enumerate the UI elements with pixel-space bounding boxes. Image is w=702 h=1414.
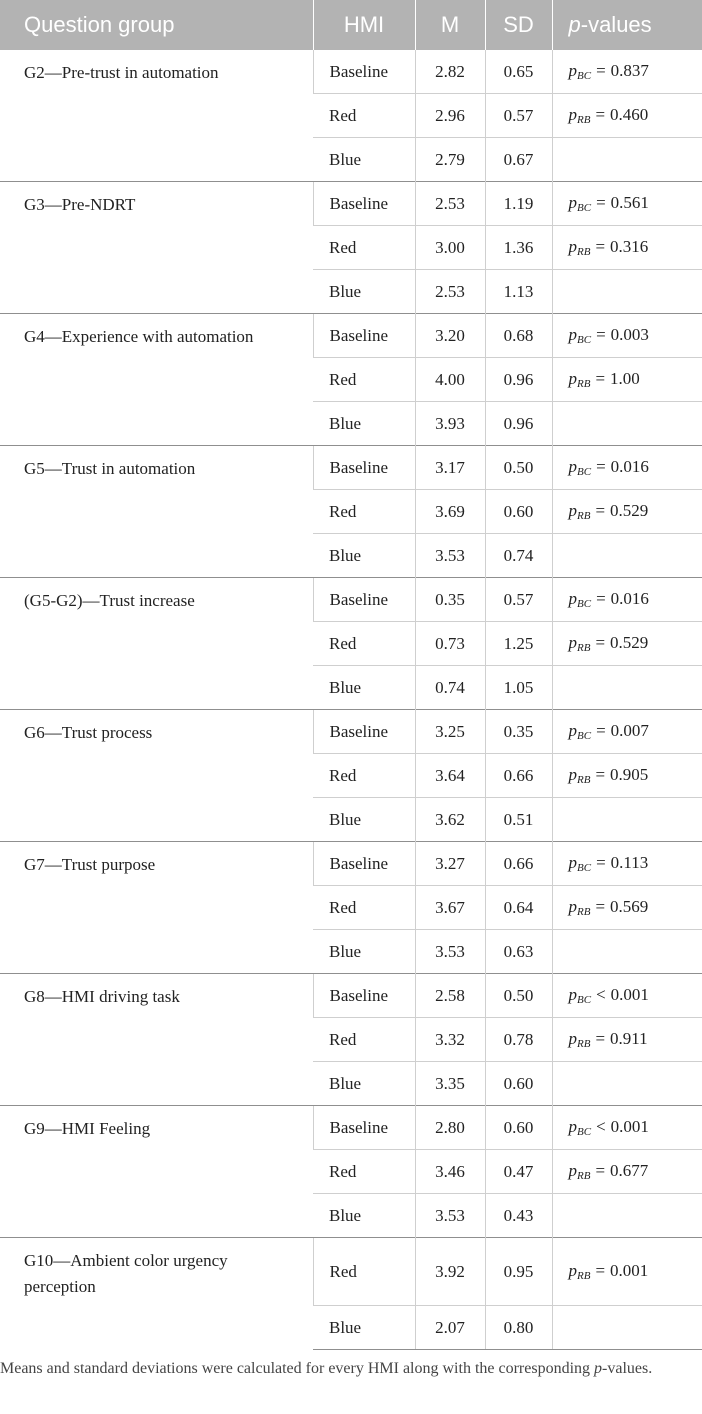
p-value: 0.001 bbox=[610, 985, 649, 1004]
mean-cell: 3.32 bbox=[415, 1018, 485, 1062]
p-value: 1.00 bbox=[610, 369, 640, 388]
p-symbol: p bbox=[568, 589, 577, 608]
p-value-cell bbox=[552, 1106, 702, 1150]
p-value-cell bbox=[552, 578, 702, 622]
p-operator: = bbox=[595, 369, 606, 388]
p-value-cell bbox=[552, 270, 702, 314]
mean-cell: 2.96 bbox=[415, 94, 485, 138]
hmi-cell: Blue bbox=[313, 930, 415, 974]
p-symbol: p bbox=[568, 985, 577, 1004]
p-symbol: p bbox=[568, 237, 577, 256]
header-p-suffix: -values bbox=[580, 12, 652, 37]
p-subscript: RB bbox=[577, 1270, 591, 1282]
sd-cell: 1.36 bbox=[485, 226, 552, 270]
hmi-cell: Blue bbox=[313, 402, 415, 446]
question-group-cell: G10—Ambient color urgency perception bbox=[0, 1238, 313, 1350]
sd-cell: 0.64 bbox=[485, 886, 552, 930]
p-value-cell bbox=[552, 1238, 702, 1306]
table-row bbox=[0, 182, 702, 226]
mean-cell: 3.93 bbox=[415, 402, 485, 446]
table-row bbox=[0, 1238, 702, 1306]
p-value: 0.529 bbox=[610, 501, 649, 520]
mean-cell: 3.25 bbox=[415, 710, 485, 754]
sd-cell: 0.50 bbox=[485, 974, 552, 1018]
mean-cell: 2.53 bbox=[415, 270, 485, 314]
sd-cell: 0.78 bbox=[485, 1018, 552, 1062]
sd-cell: 1.19 bbox=[485, 182, 552, 226]
p-subscript: BC bbox=[577, 202, 592, 214]
mean-cell: 2.80 bbox=[415, 1106, 485, 1150]
sd-cell: 0.74 bbox=[485, 534, 552, 578]
p-value-cell bbox=[552, 886, 702, 930]
p-symbol: p bbox=[568, 1029, 577, 1048]
footnote-text: Means and standard deviations were calculated for every HMI along with the corresponding bbox=[0, 1360, 595, 1377]
hmi-cell: Baseline bbox=[313, 182, 415, 226]
p-operator: = bbox=[596, 721, 606, 740]
hmi-cell: Blue bbox=[313, 1062, 415, 1106]
p-operator: < bbox=[596, 985, 606, 1004]
hmi-cell: Baseline bbox=[313, 50, 415, 94]
hmi-cell: Baseline bbox=[313, 842, 415, 886]
p-subscript: RB bbox=[577, 246, 591, 258]
p-value-cell bbox=[552, 534, 702, 578]
p-value: 0.460 bbox=[610, 105, 649, 124]
hmi-cell: Blue bbox=[313, 798, 415, 842]
footnote-tail: -values. bbox=[602, 1360, 653, 1377]
p-operator: = bbox=[595, 1029, 606, 1048]
p-value: 0.905 bbox=[610, 765, 649, 784]
sd-cell: 0.96 bbox=[485, 402, 552, 446]
mean-cell: 3.92 bbox=[415, 1238, 485, 1306]
hmi-cell: Baseline bbox=[313, 446, 415, 490]
header-hmi: HMI bbox=[313, 0, 415, 50]
p-value-cell bbox=[552, 1018, 702, 1062]
mean-cell: 3.27 bbox=[415, 842, 485, 886]
hmi-cell: Blue bbox=[313, 666, 415, 710]
hmi-cell: Red bbox=[313, 1018, 415, 1062]
sd-cell: 1.05 bbox=[485, 666, 552, 710]
p-symbol: p bbox=[568, 633, 577, 652]
p-subscript: BC bbox=[577, 730, 592, 742]
mean-cell: 0.35 bbox=[415, 578, 485, 622]
p-symbol: p bbox=[568, 457, 577, 476]
mean-cell: 3.67 bbox=[415, 886, 485, 930]
p-subscript: RB bbox=[577, 774, 591, 786]
mean-cell: 3.35 bbox=[415, 1062, 485, 1106]
p-value-cell bbox=[552, 50, 702, 94]
p-operator: < bbox=[596, 1117, 606, 1136]
p-value-cell bbox=[552, 622, 702, 666]
p-value-cell bbox=[552, 94, 702, 138]
sd-cell: 0.67 bbox=[485, 138, 552, 182]
p-symbol: p bbox=[568, 369, 577, 388]
sd-cell: 0.66 bbox=[485, 842, 552, 886]
hmi-cell: Red bbox=[313, 1150, 415, 1194]
hmi-cell: Red bbox=[313, 754, 415, 798]
header-row bbox=[0, 0, 702, 50]
hmi-cell: Blue bbox=[313, 534, 415, 578]
hmi-cell: Red bbox=[313, 1238, 415, 1306]
mean-cell: 3.46 bbox=[415, 1150, 485, 1194]
hmi-cell: Red bbox=[313, 886, 415, 930]
sd-cell: 0.57 bbox=[485, 578, 552, 622]
p-symbol: p bbox=[568, 765, 577, 784]
sd-cell: 1.25 bbox=[485, 622, 552, 666]
p-subscript: BC bbox=[577, 334, 592, 346]
p-value-cell bbox=[552, 1194, 702, 1238]
sd-cell: 0.68 bbox=[485, 314, 552, 358]
mean-cell: 3.00 bbox=[415, 226, 485, 270]
mean-cell: 3.20 bbox=[415, 314, 485, 358]
p-operator: = bbox=[595, 105, 606, 124]
table-row bbox=[0, 50, 702, 94]
p-subscript: BC bbox=[577, 70, 592, 82]
p-operator: = bbox=[595, 897, 606, 916]
p-value-cell bbox=[552, 226, 702, 270]
p-subscript: RB bbox=[577, 1038, 591, 1050]
p-operator: = bbox=[596, 193, 606, 212]
table-row bbox=[0, 842, 702, 886]
sd-cell: 1.13 bbox=[485, 270, 552, 314]
p-symbol: p bbox=[568, 853, 577, 872]
p-symbol: p bbox=[568, 1117, 577, 1136]
mean-cell: 4.00 bbox=[415, 358, 485, 402]
mean-cell: 3.53 bbox=[415, 534, 485, 578]
mean-cell: 0.73 bbox=[415, 622, 485, 666]
p-operator: = bbox=[596, 457, 606, 476]
question-group-cell: G4—Experience with automation bbox=[0, 314, 313, 446]
p-value-cell bbox=[552, 666, 702, 710]
p-value-cell bbox=[552, 182, 702, 226]
hmi-cell: Baseline bbox=[313, 314, 415, 358]
p-value: 0.113 bbox=[610, 853, 649, 872]
p-operator: = bbox=[596, 589, 606, 608]
p-operator: = bbox=[596, 325, 606, 344]
sd-cell: 0.47 bbox=[485, 1150, 552, 1194]
sd-cell: 0.43 bbox=[485, 1194, 552, 1238]
hmi-cell: Red bbox=[313, 490, 415, 534]
mean-cell: 3.53 bbox=[415, 1194, 485, 1238]
p-value-cell bbox=[552, 446, 702, 490]
hmi-cell: Red bbox=[313, 94, 415, 138]
table-row bbox=[0, 710, 702, 754]
p-subscript: RB bbox=[577, 114, 591, 126]
sd-cell: 0.65 bbox=[485, 50, 552, 94]
table-row bbox=[0, 446, 702, 490]
hmi-cell: Red bbox=[313, 358, 415, 402]
p-symbol: p bbox=[568, 1161, 577, 1180]
p-operator: = bbox=[595, 237, 606, 256]
mean-cell: 3.69 bbox=[415, 490, 485, 534]
question-group-cell: G2—Pre-trust in automation bbox=[24, 63, 219, 82]
p-operator: = bbox=[595, 1261, 606, 1280]
p-value: 0.016 bbox=[610, 589, 649, 608]
p-value-cell bbox=[552, 314, 702, 358]
header-p-italic: p bbox=[568, 12, 581, 37]
p-subscript: BC bbox=[577, 862, 592, 874]
p-value-cell bbox=[552, 1062, 702, 1106]
p-value-cell bbox=[552, 754, 702, 798]
sd-cell: 0.60 bbox=[485, 1106, 552, 1150]
mean-cell: 3.17 bbox=[415, 446, 485, 490]
table-row bbox=[0, 974, 702, 1018]
mean-cell: 3.62 bbox=[415, 798, 485, 842]
mean-cell: 2.58 bbox=[415, 974, 485, 1018]
sd-cell: 0.96 bbox=[485, 358, 552, 402]
hmi-cell: Blue bbox=[313, 1194, 415, 1238]
p-value-cell bbox=[552, 490, 702, 534]
p-operator: = bbox=[595, 633, 606, 652]
question-group-cell: G8—HMI driving task bbox=[0, 974, 313, 1106]
table-row bbox=[0, 1106, 702, 1150]
sd-cell: 0.50 bbox=[485, 446, 552, 490]
hmi-cell: Baseline bbox=[313, 710, 415, 754]
table-row bbox=[0, 314, 702, 358]
mean-cell: 2.79 bbox=[415, 138, 485, 182]
p-value: 0.316 bbox=[610, 237, 649, 256]
p-symbol: p bbox=[568, 1261, 577, 1280]
header-question-group: Question group bbox=[0, 0, 313, 50]
sd-cell: 0.51 bbox=[485, 798, 552, 842]
hmi-cell: Blue bbox=[313, 1306, 415, 1350]
p-value: 0.911 bbox=[610, 1029, 648, 1048]
hmi-cell: Baseline bbox=[313, 1106, 415, 1150]
p-subscript: BC bbox=[577, 994, 592, 1006]
sd-cell: 0.57 bbox=[485, 94, 552, 138]
sd-cell: 0.60 bbox=[485, 1062, 552, 1106]
question-group-cell: G7—Trust purpose bbox=[0, 842, 313, 974]
p-subscript: BC bbox=[577, 466, 592, 478]
p-value: 0.837 bbox=[610, 61, 649, 80]
mean-cell: 3.64 bbox=[415, 754, 485, 798]
hmi-cell: Baseline bbox=[313, 578, 415, 622]
p-value-cell bbox=[552, 710, 702, 754]
p-subscript: RB bbox=[577, 378, 591, 390]
sd-cell: 0.95 bbox=[485, 1238, 552, 1306]
question-group-cell: G5—Trust in automation bbox=[0, 446, 313, 578]
p-symbol: p bbox=[568, 721, 577, 740]
mean-cell: 3.53 bbox=[415, 930, 485, 974]
mean-cell: 0.74 bbox=[415, 666, 485, 710]
hmi-cell: Baseline bbox=[313, 974, 415, 1018]
hmi-cell: Red bbox=[313, 622, 415, 666]
p-value: 0.016 bbox=[610, 457, 649, 476]
p-value-cell bbox=[552, 1150, 702, 1194]
p-value-cell bbox=[552, 402, 702, 446]
p-subscript: BC bbox=[577, 1126, 592, 1138]
p-subscript: RB bbox=[577, 1170, 591, 1182]
mean-cell: 2.53 bbox=[415, 182, 485, 226]
p-operator: = bbox=[595, 765, 606, 784]
sd-cell: 0.60 bbox=[485, 490, 552, 534]
p-symbol: p bbox=[568, 193, 577, 212]
header-p-values bbox=[552, 0, 702, 50]
question-group-cell: G3—Pre-NDRT bbox=[0, 182, 313, 314]
sd-cell: 0.80 bbox=[485, 1306, 552, 1350]
hmi-cell: Blue bbox=[313, 138, 415, 182]
p-subscript: RB bbox=[577, 510, 591, 522]
table-footnote bbox=[0, 1358, 702, 1380]
p-value-cell bbox=[552, 930, 702, 974]
p-value: 0.003 bbox=[610, 325, 649, 344]
header-sd: SD bbox=[485, 0, 552, 50]
sd-cell: 0.63 bbox=[485, 930, 552, 974]
p-value-cell bbox=[552, 842, 702, 886]
p-operator: = bbox=[595, 1161, 606, 1180]
mean-cell: 2.82 bbox=[415, 50, 485, 94]
p-operator: = bbox=[596, 853, 606, 872]
p-value: 0.001 bbox=[610, 1117, 649, 1136]
question-group-cell: G9—HMI Feeling bbox=[0, 1106, 313, 1238]
header-mean: M bbox=[415, 0, 485, 50]
hmi-cell: Blue bbox=[313, 270, 415, 314]
p-value-cell bbox=[552, 974, 702, 1018]
p-symbol: p bbox=[568, 105, 577, 124]
p-value: 0.007 bbox=[610, 721, 649, 740]
sd-cell: 0.35 bbox=[485, 710, 552, 754]
sd-cell: 0.66 bbox=[485, 754, 552, 798]
question-group-cell: G6—Trust process bbox=[0, 710, 313, 842]
p-operator: = bbox=[595, 501, 606, 520]
p-value: 0.001 bbox=[610, 1261, 649, 1280]
table-body bbox=[0, 50, 702, 1350]
footnote-italic: p bbox=[594, 1360, 603, 1377]
p-symbol: p bbox=[568, 897, 577, 916]
p-value: 0.677 bbox=[610, 1161, 649, 1180]
p-value-cell bbox=[552, 1306, 702, 1350]
p-value-cell bbox=[552, 798, 702, 842]
p-subscript: BC bbox=[577, 598, 592, 610]
p-operator: = bbox=[596, 61, 606, 80]
p-value-cell bbox=[552, 358, 702, 402]
p-value-cell bbox=[552, 138, 702, 182]
question-group-cell: (G5-G2)—Trust increase bbox=[0, 578, 313, 710]
p-symbol: p bbox=[568, 501, 577, 520]
p-subscript: RB bbox=[577, 906, 591, 918]
p-value: 0.561 bbox=[610, 193, 649, 212]
table-header bbox=[0, 0, 702, 50]
p-symbol: p bbox=[568, 325, 577, 344]
p-symbol: p bbox=[568, 61, 577, 80]
p-subscript: RB bbox=[577, 642, 591, 654]
mean-cell: 2.07 bbox=[415, 1306, 485, 1350]
p-value: 0.529 bbox=[610, 633, 649, 652]
hmi-cell: Red bbox=[313, 226, 415, 270]
table-row bbox=[0, 578, 702, 622]
p-value: 0.569 bbox=[610, 897, 649, 916]
